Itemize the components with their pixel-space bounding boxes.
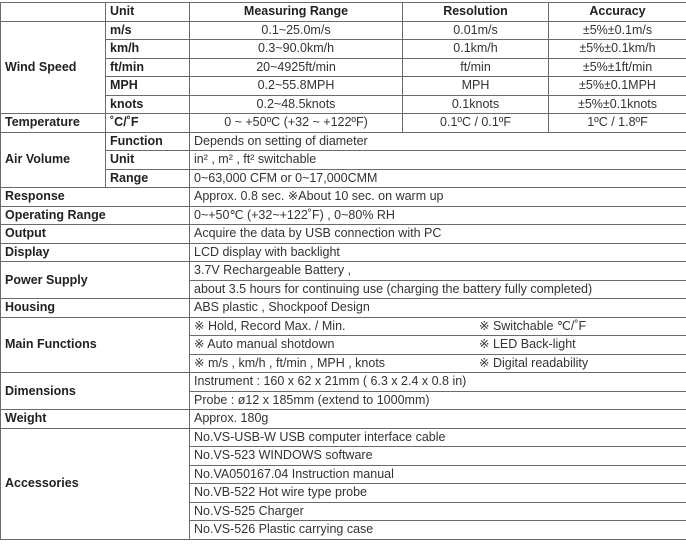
wind-speed-label: Wind Speed <box>1 21 106 114</box>
function-item: ※ Auto manual shotdown <box>194 337 335 352</box>
wind-unit: MPH <box>106 77 190 96</box>
wind-resolution: 0.1km/h <box>403 40 549 59</box>
display-value: LCD display with backlight <box>190 243 686 262</box>
response-row <box>1 188 686 207</box>
wind-resolution: ft/min <box>403 58 549 77</box>
header-accuracy: Accuracy <box>549 3 686 22</box>
wind-resolution: MPH <box>403 77 549 96</box>
wind-accuracy: ±5%±0.1km/h <box>549 40 686 59</box>
air-volume-value: in² , m² , ft² switchable <box>190 151 686 170</box>
output-label: Output <box>1 225 190 244</box>
spec-table <box>0 2 686 540</box>
temperature-range: 0 ~ +50ºC (+32 ~ +122ºF) <box>190 114 403 133</box>
dimensions-label: Dimensions <box>1 373 190 410</box>
weight-label: Weight <box>1 410 190 429</box>
function-item: ※ Switchable ℃/˚F <box>479 318 587 333</box>
temperature-unit: ˚C/˚F <box>106 114 190 133</box>
air-volume-value: 0~63,000 CFM or 0~17,000CMM <box>190 169 686 188</box>
operating-range-value: 0~+50℃ (+32~+122˚F) , 0~80% RH <box>190 206 686 225</box>
display-label: Display <box>1 243 190 262</box>
wind-unit: km/h <box>106 40 190 59</box>
accessory-item: No.VA050167.04 Instruction manual <box>190 465 686 484</box>
weight-row <box>1 410 686 429</box>
wind-unit: ft/min <box>106 58 190 77</box>
temperature-label: Temperature <box>1 114 106 133</box>
wind-range: 0.1~25.0m/s <box>190 21 403 40</box>
wind-range: 0.2~48.5knots <box>190 95 403 114</box>
header-range: Measuring Range <box>190 3 403 22</box>
response-value: Approx. 0.8 sec. ※About 10 sec. on warm up <box>190 188 686 207</box>
air-volume-label: Air Volume <box>1 132 106 188</box>
header-row <box>1 3 686 22</box>
power-supply-label: Power Supply <box>1 262 190 299</box>
power-supply-line: about 3.5 hours for continuing use (charging the battery fully completed) <box>190 280 686 299</box>
function-item: ※ LED Back-light <box>479 337 576 352</box>
accessories-row <box>1 428 686 447</box>
wind-accuracy: ±5%±0.1knots <box>549 95 686 114</box>
output-row <box>1 225 686 244</box>
accessory-item: No.VS-USB-W USB computer interface cable <box>190 428 686 447</box>
accessory-item: No.VS-526 Plastic carrying case <box>190 521 686 540</box>
header-unit: Unit <box>106 3 190 22</box>
function-item: ※ m/s , km/h , ft/min , MPH , knots <box>194 355 386 370</box>
wind-accuracy: ±5%±1ft/min <box>549 58 686 77</box>
function-item: ※ Digital readability <box>479 355 589 370</box>
housing-row <box>1 299 686 318</box>
dimensions-line: Instrument : 160 x 62 x 21mm ( 6.3 x 2.4 x 0.8 in) <box>190 373 686 392</box>
air-volume-row <box>1 132 686 151</box>
output-value: Acquire the data by USB connection with PC <box>190 225 686 244</box>
accessory-item: No.VB-522 Hot wire type probe <box>190 484 686 503</box>
accessory-item: No.VS-525 Charger <box>190 502 686 521</box>
accessories-label: Accessories <box>1 428 190 539</box>
wind-resolution: 0.1knots <box>403 95 549 114</box>
response-label: Response <box>1 188 190 207</box>
wind-unit: m/s <box>106 21 190 40</box>
air-volume-key: Unit <box>106 151 190 170</box>
dimensions-row <box>1 373 686 392</box>
wind-unit: knots <box>106 95 190 114</box>
functions-cell <box>190 317 686 336</box>
operating-row <box>1 206 686 225</box>
wind-row <box>1 21 686 40</box>
air-volume-key: Range <box>106 169 190 188</box>
temperature-resolution: 0.1ºC / 0.1ºF <box>403 114 549 133</box>
wind-range: 20~4925ft/min <box>190 58 403 77</box>
weight-value: Approx. 180g <box>190 410 686 429</box>
functions-row <box>1 317 686 336</box>
air-volume-value: Depends on setting of diameter <box>190 132 686 151</box>
wind-range: 0.3~90.0km/h <box>190 40 403 59</box>
operating-range-label: Operating Range <box>1 206 190 225</box>
wind-accuracy: ±5%±0.1m/s <box>549 21 686 40</box>
power-row <box>1 262 686 281</box>
header-blank <box>1 3 106 22</box>
accessory-item: No.VS-523 WINDOWS software <box>190 447 686 466</box>
wind-range: 0.2~55.8MPH <box>190 77 403 96</box>
function-item: ※ Hold, Record Max. / Min. <box>194 318 346 333</box>
functions-cell <box>190 354 686 373</box>
wind-accuracy: ±5%±0.1MPH <box>549 77 686 96</box>
header-resolution: Resolution <box>403 3 549 22</box>
wind-resolution: 0.01m/s <box>403 21 549 40</box>
dimensions-line: Probe : ø12 x 185mm (extend to 1000mm) <box>190 391 686 410</box>
power-supply-line: 3.7V Rechargeable Battery , <box>190 262 686 281</box>
housing-label: Housing <box>1 299 190 318</box>
main-functions-label: Main Functions <box>1 317 190 373</box>
temperature-accuracy: 1ºC / 1.8ºF <box>549 114 686 133</box>
display-row <box>1 243 686 262</box>
air-volume-key: Function <box>106 132 190 151</box>
functions-cell <box>190 336 686 355</box>
housing-value: ABS plastic , Shockpoof Design <box>190 299 686 318</box>
temperature-row <box>1 114 686 133</box>
